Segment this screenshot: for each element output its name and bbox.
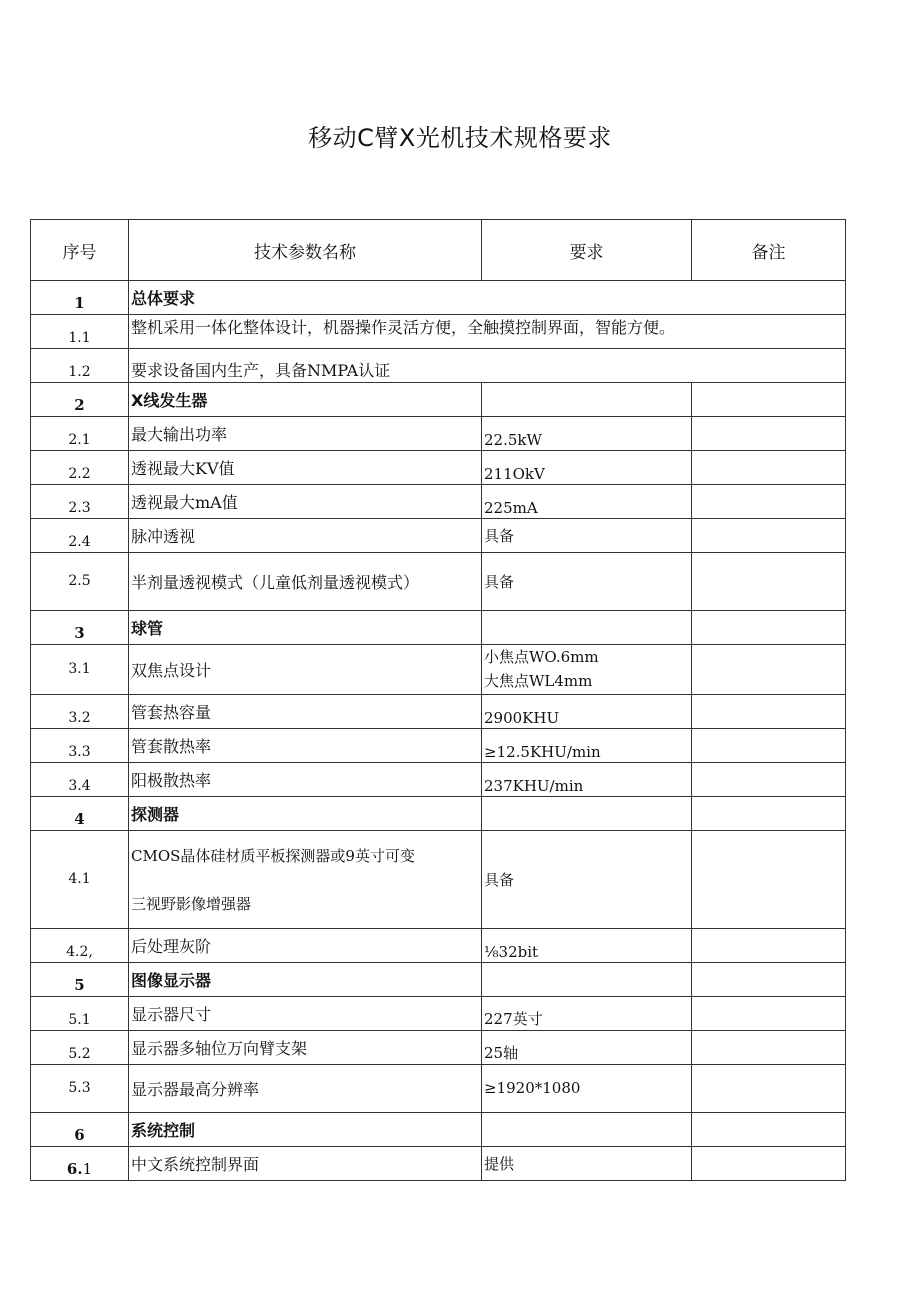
row-number: 3.3 [31, 729, 129, 763]
page-title: 移动C臂X光机技术规格要求 [308, 124, 612, 152]
row-number: 4.1 [31, 831, 129, 929]
row-number: 2.2 [31, 451, 129, 485]
note-cell [692, 417, 846, 451]
row-number: 2.1 [31, 417, 129, 451]
requirement-line: 大焦点WL4mm [484, 672, 593, 690]
note-cell [692, 963, 846, 997]
note-cell [692, 1065, 846, 1113]
param-name: 阳极散热率 [129, 763, 482, 797]
note-cell [692, 611, 846, 645]
row-number-bold: 6. [66, 1160, 83, 1178]
note-cell [692, 831, 846, 929]
row-number: 2.4 [31, 519, 129, 553]
note-cell [692, 763, 846, 797]
empty-cell [482, 383, 692, 417]
requirement: 211OkV [482, 451, 692, 485]
table-row [31, 553, 846, 611]
section-number: 1 [31, 281, 129, 315]
note-cell [692, 383, 846, 417]
row-text: 要求设备国内生产，具备NMPA认证 [129, 349, 846, 383]
param-name: 脉冲透视 [129, 519, 482, 553]
table-row [31, 763, 846, 797]
header-requirement: 要求 [482, 220, 692, 281]
note-cell [692, 1113, 846, 1147]
param-name: 透视最大KV值 [129, 451, 482, 485]
table-row [31, 451, 846, 485]
section-number: 5 [31, 963, 129, 997]
row-number: 1.1 [31, 315, 129, 349]
section-row [31, 383, 846, 417]
header-no: 序号 [31, 220, 129, 281]
section-name: 球管 [129, 611, 482, 645]
note-cell [692, 519, 846, 553]
row-number: 4.2, [31, 929, 129, 963]
param-name: 透视最大mA值 [129, 485, 482, 519]
section-row [31, 963, 846, 997]
row-number: 3.4 [31, 763, 129, 797]
spec-table [30, 219, 846, 1181]
requirement: 227英寸 [482, 997, 692, 1031]
note-cell [692, 695, 846, 729]
requirement: ≥12.5KHU∕min [482, 729, 692, 763]
table-header-row [31, 220, 846, 281]
note-cell [692, 729, 846, 763]
requirement: 具备 [482, 831, 692, 929]
table-row [31, 695, 846, 729]
section-name: 系统控制 [129, 1113, 482, 1147]
row-text: 整机采用一体化整体设计，机器操作灵活方便，全触摸控制界面，智能方便。 [129, 315, 846, 349]
table-row [31, 997, 846, 1031]
requirement: 25轴 [482, 1031, 692, 1065]
empty-cell [482, 1113, 692, 1147]
row-number: 2.5 [31, 553, 129, 611]
param-name: 半剂量透视模式（儿童低剂量透视模式） [129, 553, 482, 611]
param-name: 中文系统控制界面 [129, 1147, 482, 1181]
requirement-line: 小焦点WO.6mm [484, 648, 599, 666]
param-name [129, 831, 482, 929]
table-row [31, 315, 846, 349]
section-row [31, 611, 846, 645]
param-name: 管套散热率 [129, 729, 482, 763]
section-number: 4 [31, 797, 129, 831]
requirement: 具备 [482, 553, 692, 611]
section-row [31, 797, 846, 831]
requirement: 2900KHU [482, 695, 692, 729]
empty-cell [482, 797, 692, 831]
section-number: 3 [31, 611, 129, 645]
table-row [31, 349, 846, 383]
note-cell [692, 451, 846, 485]
table-row [31, 1031, 846, 1065]
note-cell [692, 1031, 846, 1065]
table-row [31, 831, 846, 929]
param-name: 显示器多轴位万向臂支架 [129, 1031, 482, 1065]
row-number: 3.2 [31, 695, 129, 729]
note-cell [692, 797, 846, 831]
note-cell [692, 645, 846, 695]
param-name: 显示器尺寸 [129, 997, 482, 1031]
requirement: 22.5kW [482, 417, 692, 451]
section-name: 探测器 [129, 797, 482, 831]
note-cell [692, 929, 846, 963]
section-name: 图像显示器 [129, 963, 482, 997]
row-number-rest: 1 [82, 1160, 93, 1178]
empty-cell [482, 963, 692, 997]
row-number: 5.1 [31, 997, 129, 1031]
param-name: 最大输出功率 [129, 417, 482, 451]
param-name: 显示器最高分辨率 [129, 1065, 482, 1113]
row-number: 5.3 [31, 1065, 129, 1113]
note-cell [692, 1147, 846, 1181]
requirement: 提供 [482, 1147, 692, 1181]
param-name-line: CMOS晶体硅材质平板探测器或9英寸可变 [131, 846, 415, 865]
table-row [31, 485, 846, 519]
requirement: 具备 [482, 519, 692, 553]
requirement: 225mA [482, 485, 692, 519]
section-number: 2 [31, 383, 129, 417]
param-name: 双焦点设计 [129, 645, 482, 695]
requirement: ⅛32bit [482, 929, 692, 963]
section-row [31, 1113, 846, 1147]
section-number: 6 [31, 1113, 129, 1147]
row-number: 2.3 [31, 485, 129, 519]
requirement: 237KHU∕min [482, 763, 692, 797]
table-row [31, 729, 846, 763]
table-row [31, 1147, 846, 1181]
param-name: 管套热容量 [129, 695, 482, 729]
table-row [31, 417, 846, 451]
table-row [31, 645, 846, 695]
note-cell [692, 997, 846, 1031]
row-number: 5.2 [31, 1031, 129, 1065]
row-number: 3.1 [31, 645, 129, 695]
requirement [482, 645, 692, 695]
table-row [31, 929, 846, 963]
requirement: ≥1920*1080 [482, 1065, 692, 1113]
section-name: X线发生器 [129, 383, 482, 417]
table-row [31, 1065, 846, 1113]
note-cell [692, 485, 846, 519]
header-name: 技术参数名称 [129, 220, 482, 281]
header-note: 备注 [692, 220, 846, 281]
param-name: 后处理灰阶 [129, 929, 482, 963]
section-row [31, 281, 846, 315]
row-number: 1.2 [31, 349, 129, 383]
row-number [31, 1147, 129, 1181]
section-name: 总体要求 [129, 281, 846, 315]
param-name-line: 三视野影像增强器 [131, 894, 252, 913]
note-cell [692, 553, 846, 611]
empty-cell [482, 611, 692, 645]
table-row [31, 519, 846, 553]
